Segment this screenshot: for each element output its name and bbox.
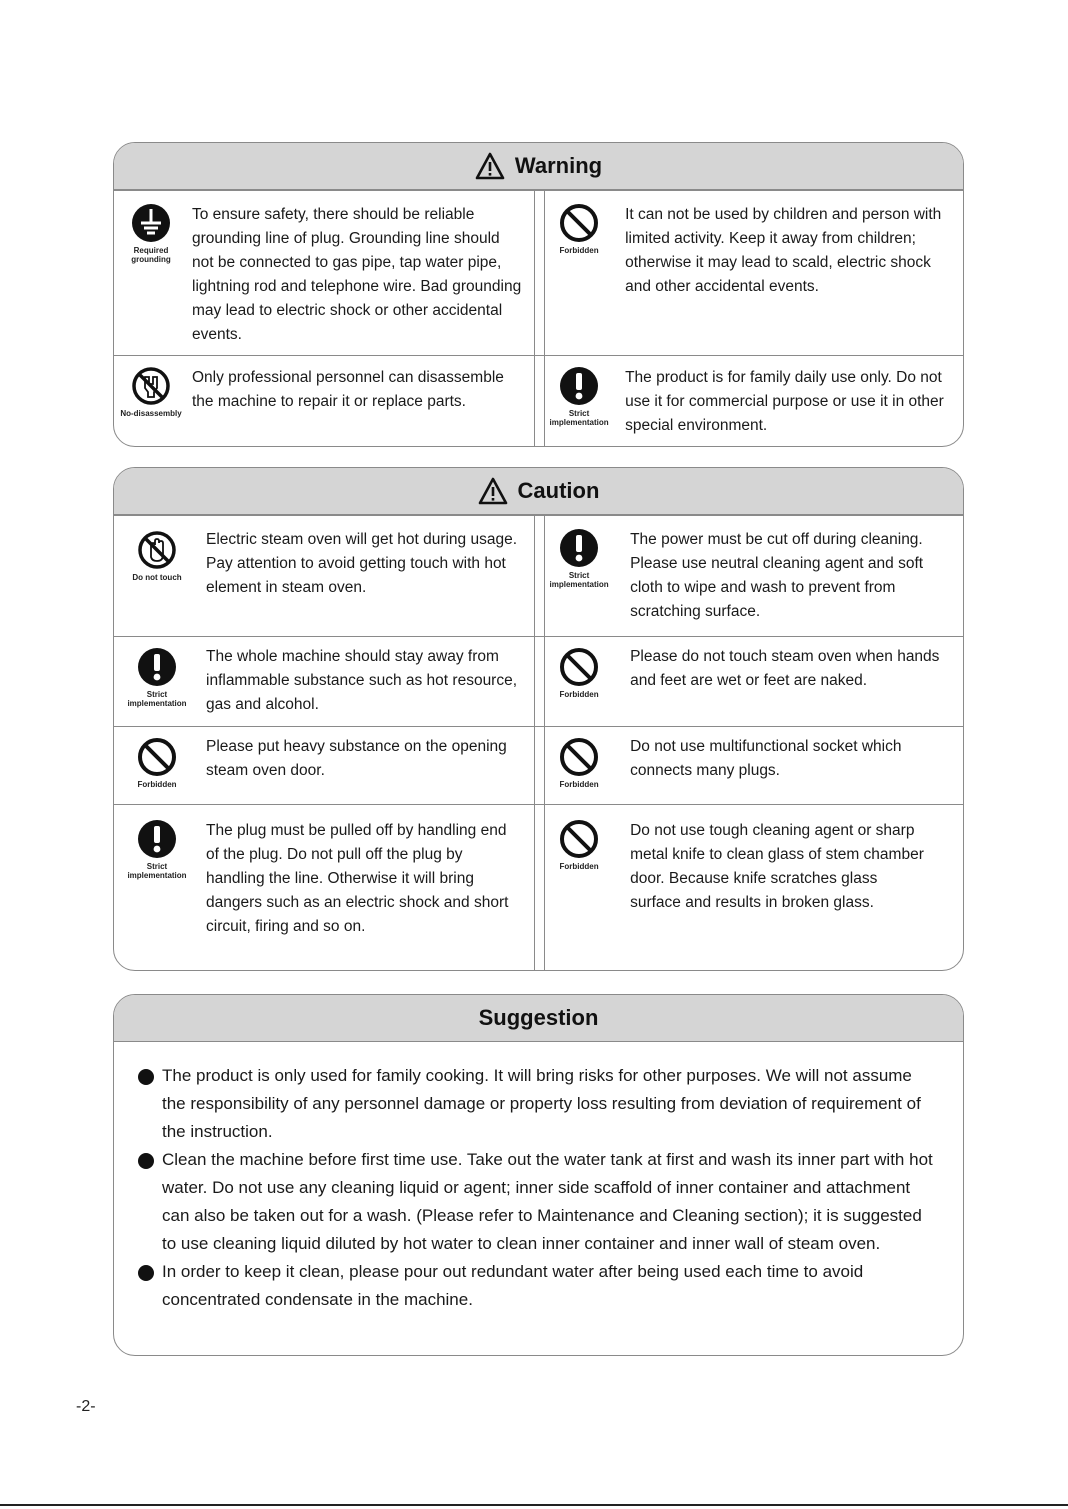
ground-icon — [131, 203, 171, 243]
warning-item — [538, 356, 963, 447]
icon-label: Forbidden — [137, 780, 177, 789]
warning-text: The product is for family daily use only. Do not use it for commercial purpose or use it in other special environment. — [625, 369, 944, 434]
caution-item — [114, 637, 528, 726]
icon-label: Strict implementation — [549, 571, 609, 589]
warning-text: To ensure safety, there should be reliable grounding line of plug. Grounding line should not be connected to gas pipe, tap water pipe, lightning rod and telephone wire. Bad grounding may lead to electric shock or other accidental events. — [192, 206, 522, 343]
warning-box — [113, 142, 964, 447]
caution-text: Electric steam oven will get hot during usage. Pay attention to avoid getting touch with hot element in steam oven. — [206, 531, 518, 596]
caution-text: Please put heavy substance on the opening steam oven door. — [206, 738, 507, 779]
exclamation-icon — [137, 819, 177, 859]
forbidden-icon — [137, 737, 177, 777]
icon-label: Forbidden — [559, 780, 599, 789]
icon-label: Strict implementation — [127, 690, 187, 708]
exclamation-icon — [137, 647, 177, 687]
icon-label: Do not touch — [132, 573, 182, 582]
forbidden-icon — [559, 737, 599, 777]
caution-item — [114, 805, 528, 971]
warning-header — [114, 143, 963, 190]
suggestion-title: Suggestion — [478, 1005, 599, 1030]
suggestion-bullet: Clean the machine before first time use. Take out the water tank at first and wash its inner part with hot water. Do not use any cleaning liquid or agent; inner side scaffold of inner container and attachment can also be taken out for a wash. (Please refer to Maintenance and Cleaning section); it is suggested to use cleaning liquid diluted by hot water to clean inner container and inner wall of steam oven. — [138, 1146, 939, 1258]
icon-label: Strict implementation — [549, 409, 609, 427]
caution-text: Do not use tough cleaning agent or sharp metal knife to clean glass of stem chamber door. Because knife scratches glass surface and results in broken glass. — [630, 822, 924, 911]
page-number: -2- — [76, 1398, 96, 1415]
icon-label: No-disassembly — [120, 409, 182, 418]
caution-text: Please do not touch steam oven when hands and feet are wet or feet are naked. — [630, 648, 940, 689]
forbidden-icon — [559, 819, 599, 859]
caution-item — [538, 516, 963, 636]
icon-label: Required grounding — [131, 246, 171, 264]
warning-text: It can not be used by children and person with limited activity. Keep it away from children; otherwise it may lead to scald, electric shock and other accidental events. — [625, 206, 942, 295]
caution-item — [538, 727, 963, 804]
forbidden-icon — [559, 203, 599, 243]
warning-item — [114, 191, 528, 355]
warning-triangle-icon — [475, 152, 505, 180]
caution-text: Do not use multifunctional socket which connects many plugs. — [630, 738, 902, 779]
caution-title: Caution — [517, 478, 600, 503]
icon-label: Forbidden — [559, 246, 599, 255]
warning-title: Warning — [514, 153, 603, 178]
suggestion-bullet: In order to keep it clean, please pour out redundant water after being used each time to avoid concentrated condensate in the machine. — [138, 1258, 939, 1314]
suggestion-box — [113, 994, 964, 1356]
suggestion-bullet: The product is only used for family cooking. It will bring risks for other purposes. We will not assume the responsibility of any personnel damage or property loss resulting from deviation of requirement of the instruction. — [138, 1062, 939, 1146]
icon-label: Forbidden — [559, 690, 599, 699]
caution-triangle-icon — [478, 477, 508, 505]
no-touch-icon — [137, 530, 177, 570]
exclamation-icon — [559, 366, 599, 406]
caution-item — [114, 727, 528, 804]
caution-box — [113, 467, 964, 971]
suggestion-header — [114, 995, 963, 1042]
forbidden-icon — [559, 647, 599, 687]
caution-item — [538, 805, 963, 971]
caution-header — [114, 468, 963, 515]
icon-label: Strict implementation — [127, 862, 187, 880]
warning-item — [114, 356, 528, 447]
exclamation-icon — [559, 528, 599, 568]
no-disassembly-icon — [131, 366, 171, 406]
icon-label: Forbidden — [559, 862, 599, 871]
caution-text: The plug must be pulled off by handling end of the plug. Do not pull off the plug by handling the line. Otherwise it will bring dangers such as an electric shock and short circuit, firing and so on. — [206, 822, 509, 935]
warning-item — [538, 191, 963, 355]
bottom-rule — [0, 1504, 1068, 1506]
caution-text: The whole machine should stay away from inflammable substance such as hot resource, gas and alcohol. — [206, 648, 518, 713]
caution-item — [114, 516, 528, 636]
warning-text: Only professional personnel can disassemble the machine to repair it or replace parts. — [192, 369, 504, 410]
caution-item — [538, 637, 963, 726]
caution-text: The power must be cut off during cleaning. Please use neutral cleaning agent and soft cloth to wipe and wash to prevent from scratching surface. — [630, 531, 924, 620]
